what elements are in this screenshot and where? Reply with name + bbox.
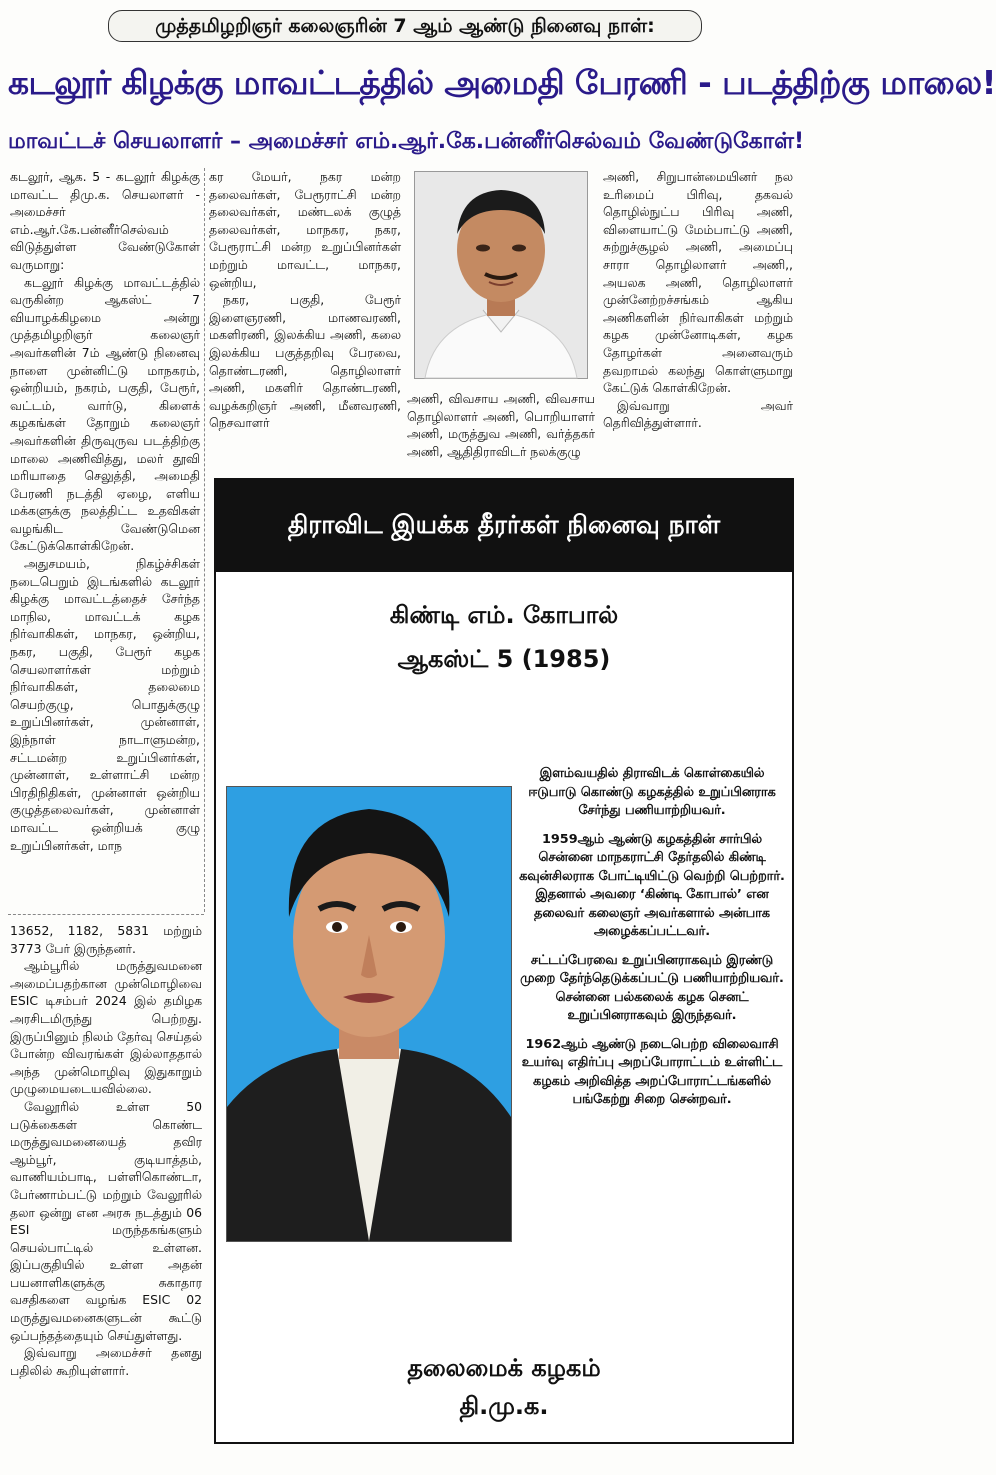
paragraph: வேலூரில் உள்ள 50 படுக்கைகள் கொண்ட மருத்துவமனையைத் தவிர ஆம்பூர், குடியாத்தம், வாணியம்பாடி, பள்ளிகொண்டா, பேர்ணாம்பட்டு மற்றும் வேலூரில் தலா ஒன்று என அரசு நடத்தும் 06 ESI மருந்தகங்களும் செயல்பாட்டில் உள்ளன. இப்பகுதியில் உள்ள அதன் பயனாளிகளுக்கு சுகாதார வசதிகளை வழங்க ESIC 02 மருத்துவமனைகளுடன் கூட்டு ஒப்பந்தத்தையும் செய்துள்ளது.: [10, 1098, 202, 1343]
paragraph: கடலூர் கிழக்கு மாவட்டத்தில் வருகின்ற ஆகஸ்ட் 7 வியாழக்கிழமை அன்று முத்தமிழறிஞர் கலைஞர் அவர்களின் 7ம் ஆண்டு நினைவு நாளை முன்னிட்டு மாநகரம், ஒன்றியம், நகரம், பகுதி, பேரூர், வட்டம், வார்டு, கிளைக் கழகங்கள் தோறும் கலைஞர் அவர்களின் திருவுருவ படத்திற்கு மாலை அணிவித்து, மலர் தூவி மரியாதை செலுத்தி, அமைதி பேரணி நடத்தி ஏழை, எளிய மக்களுக்கு நலத்திட்ட உதவிகள் வழங்கிட வேண்டுமென கேட்டுக்கொள்கிறேன்.: [10, 274, 200, 554]
paragraph: ஆம்பூரில் மருத்துவமனை அமைப்பதற்கான முன்மொழிவை ESIC டிசம்பர் 2024 இல் தமிழக அரசிடமிருந்து பெற்றது. இருப்பினும் நிலம் தேர்வு செய்தல் போன்ற விவரங்கள் இல்லாததால் அந்த முன்மொழிவு இதுகாறும் முழுமையடையவில்லை.: [10, 958, 202, 1097]
article-kicker: முத்தமிழறிஞர் கலைஞரின் 7 ஆம் ஆண்டு நினைவு நாள்:: [108, 10, 702, 42]
paragraph: அதுசமயம், நிகழ்ச்சிகள் நடைபெறும் இடங்களில் கடலூர் கிழக்கு மாவட்டத்தைச் சேர்ந்த மாநில, மாவட்டக் கழக நிர்வாகிகள், மாநகர, ஒன்றிய, நகர, பகுதி, பேரூர் கழக செயலாளர்கள் மற்றும் நிர்வாகிகள், தலைமை செயற்குழு, பொதுக்குழு உறுப்பினர்கள், முன்னாள், இந்நாள் நாடாளுமன்ற, சட்டமன்ற உறுப்பினர்கள், முன்னாள், உள்ளாட்சி மன்ற பிரதிநிதிகள், முன்னாள் ஒன்றிய குழுத்தலைவர்கள், முன்னாள் மாவட்ட ஒன்றியக் குழு உறுப்பினர்கள், மாந: [10, 556, 200, 853]
article-column-2: [209, 168, 401, 472]
paragraph: நகர, பகுதி, பேரூர் இளைஞரணி, மாணவரணி, மகளிரணி, இலக்கிய அணி, கலை இலக்கிய பகுத்தறிவு பேரவை, தொண்டரணி, தொழிலாளர் அணி, மகளிர் தொண்டரணி, வழக்கறிஞர் அணி, மீனவரணி, நெசவாளர்: [209, 292, 401, 431]
column-divider: [8, 914, 204, 915]
bio-paragraph: 1959ஆம் ஆண்டு கழகத்தின் சார்பில் சென்னை மாநகராட்சி தேர்தலில் கிண்டி கவுன்சிலராக போட்டியிட்டு வெற்றி பெற்றார். இதனால் அவரை ‘கிண்டி கோபால்’ என தலைவர் கலைஞர் அவர்களால் அன்பாக அழைக்கப்பட்டவர்.: [519, 831, 785, 939]
paragraph: கடலூர், ஆக. 5 - கடலூர் கிழக்கு மாவட்ட திமு.க. செயலாளர் - அமைச்சர் எம்.ஆர்.கே.பன்னீர்செல்வம் விடுத்துள்ள வேண்டுகோள் வருமாறு:: [10, 169, 200, 272]
article-column-1: [10, 168, 205, 912]
paragraph: அணி, சிறுபான்மையினர் நல உரிமைப் பிரிவு, தகவல் தொழில்நுட்ப பிரிவு அணி, விளையாட்டு மேம்பாட்டு அணி, சுற்றுச்சூழல் அணி, அமைப்பு சாரா தொழிலாளர் அணி,, அயலக அணி, தொழிலாளர் முன்னேற்றச்சங்கம் ஆகிய அணிகளின் நிர்வாகிகள் மற்றும் கழக முன்னோடிகள், கழக தோழர்கள் அனைவரும் தவறாமல் கலந்து கொள்ளுமாறு கேட்டுக் கொள்கிறேன்.: [603, 169, 793, 396]
paragraph: அணி, விவசாய அணி, விவசாய தொழிலாளர் அணி, பொறியாளர் அணி, மருத்துவ அணி, வர்த்தகர் அணி, ஆதிதிராவிடர் நலக்குழு: [407, 391, 595, 459]
article-column-4: [603, 168, 793, 472]
bio-paragraph: 1962ஆம் ஆண்டு நடைபெற்ற விலைவாசி உயர்வு எதிர்ப்பு அறப்போராட்டம் உள்ளிட்ட கழகம் அறிவித்த அறப்போராட்டங்களில் பங்கேற்று சிறை சென்றவர்.: [521, 1036, 783, 1107]
article2-column: [10, 922, 202, 1442]
paragraph: இவ்வாறு அமைச்சர் தனது பதிலில் கூறியுள்ளார்.: [10, 1345, 202, 1378]
article-subhead: மாவட்டச் செயலாளர் – அமைச்சர் எம்.ஆர்.கே.பன்னீர்செல்வம் வேண்டுகோள்!: [8, 129, 805, 154]
memorial-footer-org: தலைமைக் கழகம்: [407, 1354, 601, 1382]
portrait-illustration: [415, 172, 587, 378]
paragraph: கர மேயர், நகர மன்ற தலைவர்கள், பேரூராட்சி மன்ற தலைவர்கள், மண்டலக் குழுத் தலைவர்கள், மாநகர, நகர, பேரூராட்சி மன்ற உறுப்பினர்கள் மற்றும் மாவட்ட, மாநகர, ஒன்றிய,: [209, 169, 401, 290]
article-headline: கடலூர் கிழக்கு மாவட்டத்தில் அமைதி பேரணி - படத்திற்கு மாலை!: [8, 63, 996, 102]
portrait-illustration: [227, 787, 511, 1241]
bio-paragraph: சட்டப்பேரவை உறுப்பினராகவும் இரண்டு முறை தேர்ந்தெடுக்கப்பட்டு பணியாற்றியவர். சென்னை பல்கலைக் கழக செனட் உறுப்பினராகவும் இருந்தவர்.: [520, 952, 784, 1023]
memorial-banner: திராவிட இயக்க தீரர்கள் நினைவு நாள்: [214, 478, 794, 572]
paragraph: இவ்வாறு அவர் தெரிவித்துள்ளார்.: [603, 397, 793, 431]
memorial-date: ஆகஸ்ட் 5 (1985): [397, 645, 611, 673]
minister-photo: [414, 171, 588, 379]
memorial-biography: [518, 765, 786, 1275]
memorial-photo: [226, 786, 512, 1242]
memorial-person-name: கிண்டி எம். கோபால்: [389, 601, 619, 629]
paragraph: 13652, 1182, 5831 மற்றும் 3773 பேர் இருந்தனர்.: [10, 923, 202, 956]
memorial-footer-party: தி.மு.க.: [459, 1392, 549, 1420]
article-column-3: [407, 390, 595, 474]
bio-paragraph: இளம்வயதில் திராவிடக் கொள்கையில் ஈடுபாடு கொண்டு கழகத்தில் உறுப்பினராக சேர்ந்து பணியாற்றியவர்.: [528, 766, 776, 818]
